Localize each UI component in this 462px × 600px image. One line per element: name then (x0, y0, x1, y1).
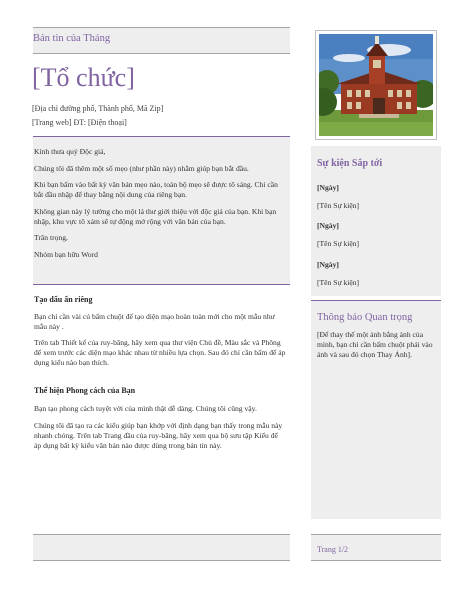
event-date[interactable]: [Ngày] (317, 221, 339, 230)
header-rule (33, 53, 290, 54)
event-name[interactable]: [Tên Sự kiện] (317, 201, 360, 210)
letter-paragraph: Không gian này lý tưởng cho một lá thư giới thiệu với độc giả của bạn. Khi bạn nhập, khu vực tô xám sẽ tự động mở rộng với văn bản của bạn. (34, 206, 277, 226)
announcement-title[interactable]: Thông báo Quan trọng (317, 312, 413, 323)
web-phone-line[interactable]: [Trang web] ĐT: [Điện thoại] (32, 118, 127, 127)
organization-title[interactable]: [Tổ chức] (32, 63, 135, 92)
footer-band-left (33, 535, 290, 560)
page-number[interactable]: Trang 1/2 (317, 545, 349, 554)
event-name[interactable]: [Tên Sự kiện] (317, 278, 360, 287)
letter-paragraph: Chúng tôi đã thêm một số mẹo (như phần này) nhằm giúp bạn bắt đầu. (34, 163, 249, 173)
letter-greeting: Kính thưa quý Độc giả, (34, 147, 106, 156)
event-date[interactable]: [Ngày] (317, 183, 339, 192)
newsletter-label[interactable]: Bản tin của Tháng (33, 33, 111, 44)
footer-rule-bottom-left (33, 560, 290, 561)
letter-paragraph: Khi bạn bấm vào bất kỳ văn bản mẹo nào, toàn bộ mẹo sẽ được tô sáng. Chỉ cần bắt đầu nhập để thay bằng nội dung của riêng bạn. (34, 180, 278, 200)
events-title[interactable]: Sự kiện Sắp tới (317, 158, 383, 169)
intro-letter[interactable] (34, 147, 286, 266)
address-line[interactable]: [Địa chỉ đường phố, Thành phố, Mã Zip] (32, 104, 164, 113)
letter-closing: Trân trọng, (34, 233, 68, 243)
section-paragraph[interactable]: Bạn chỉ cần vài cú bấm chuột để tạo diện mạo hoàn toàn mới cho một mẫu như mẫu này . (34, 312, 275, 332)
announcement-text[interactable]: [Để thay thế một ảnh bằng ảnh của mình, bạn chỉ cần bấm chuột phải vào ảnh và sau đó chọn Thay Ảnh]. (317, 330, 433, 359)
school-photo[interactable] (315, 30, 437, 140)
letter-signature: Nhóm bạn hữu Word (34, 249, 98, 259)
event-name[interactable]: [Tên Sự kiện] (317, 239, 360, 248)
event-date[interactable]: [Ngày] (317, 260, 339, 269)
section-paragraph[interactable]: Chúng tôi đã tạo ra các kiểu giúp bạn khớp với định dạng bạn thấy trong mẫu này nhanh chóng. Trên tab Trang đầu của ruy-băng, hãy xem qua bộ sưu tập Kiểu để áp dụng bất kỳ kiểu văn bản nào được dùng trong bản tin này. (34, 421, 283, 451)
section-heading-style[interactable]: Thể hiện Phong cách của Bạn (34, 386, 136, 395)
section-heading-personalize[interactable]: Tạo dấu ấn riêng (34, 295, 93, 304)
section-paragraph[interactable]: Trên tab Thiết kế của ruy-băng, hãy xem qua thư viện Chủ đề, Màu sắc và Phông để xem trước các diện mạo khác nhau từ nhiều lựa chọn. Sau đó chỉ cần bấm để áp dụng kiểu nào bạn thích. (34, 338, 286, 368)
section-paragraph[interactable]: Bạn tạo phong cách tuyệt vời của mình thật dễ dàng. Chúng tôi cũng vậy. (34, 404, 257, 413)
letter-bottom-rule (33, 284, 290, 285)
footer-rule-bottom-right (311, 560, 441, 561)
school-building-image (319, 34, 433, 136)
